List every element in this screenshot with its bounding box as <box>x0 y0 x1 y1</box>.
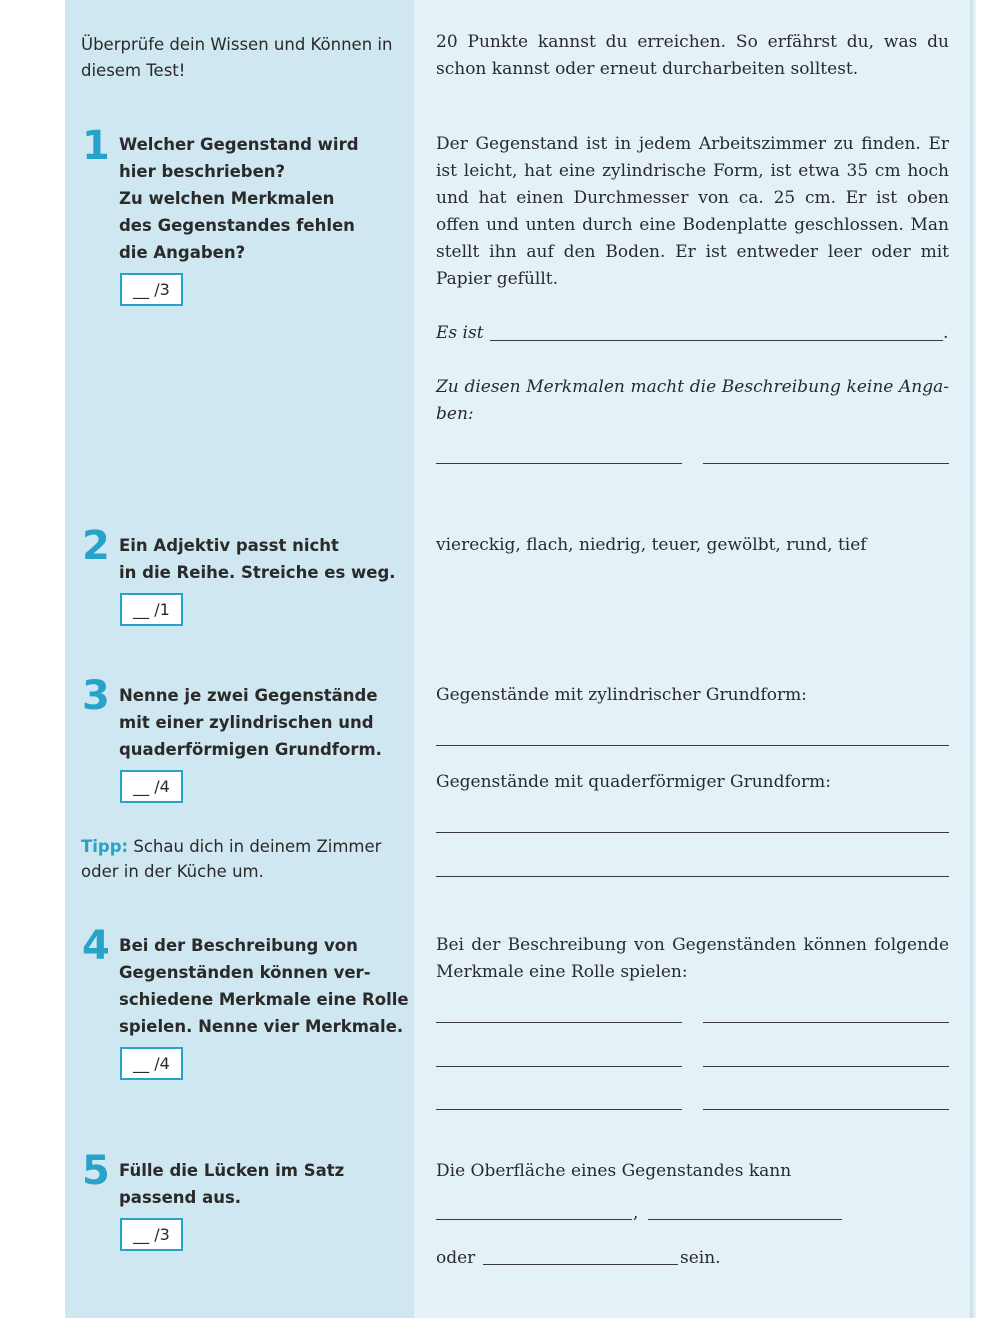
task-5-gap-line[interactable] <box>483 1264 678 1265</box>
task-4-answer-line[interactable] <box>436 1109 682 1110</box>
task-5-gap-line[interactable] <box>436 1219 632 1220</box>
task-3-cylinder-line[interactable] <box>436 745 949 746</box>
task-4-intro: Bei der Beschreibung von Gegenständen können folgende Merkmale eine Rolle spielen: <box>436 935 949 982</box>
task-5-prompt-line: passend aus. <box>119 1188 242 1207</box>
task-4-answer-line[interactable] <box>703 1066 949 1067</box>
task-4-prompt-line: Bei der Beschreibung von <box>119 936 358 955</box>
task-5-sentence-start: Die Oberfläche eines Gegenstandes kann <box>436 1161 792 1181</box>
task-4-number: 4 <box>82 923 110 969</box>
task-5-score-box[interactable]: __ /3 <box>120 1218 183 1251</box>
task-2-number: 2 <box>82 523 110 569</box>
task-5-sein: sein. <box>680 1248 721 1268</box>
task-3-prompt-line: mit einer zylindrischen und <box>119 713 374 732</box>
task-5-prompt-line: Fülle die Lücken im Satz <box>119 1161 345 1180</box>
task-4-answer-line[interactable] <box>436 1022 682 1023</box>
task-3-score-box[interactable]: __ /4 <box>120 770 183 803</box>
task-4-answer-line[interactable] <box>703 1109 949 1110</box>
task-1-features-prompt: Zu diesen Merkmalen macht die Beschreibung keine Anga-ben: <box>436 377 949 424</box>
task-1-prompt <box>119 131 409 266</box>
task-2-prompt <box>119 532 409 586</box>
task-4-prompt <box>119 932 409 1040</box>
task-3-number: 3 <box>82 673 110 719</box>
task-3-prompt <box>119 682 409 763</box>
task-2-word-list[interactable]: viereckig, flach, niedrig, teuer, gewölbt, rund, tief <box>436 535 867 555</box>
task-1-prompt-line: die Angaben? <box>119 243 246 262</box>
task-2-prompt-line: Ein Adjektiv passt nicht <box>119 536 339 555</box>
task-4-prompt-line: schiedene Merkmale eine Rolle <box>119 990 409 1009</box>
task-4-answer-line[interactable] <box>436 1066 682 1067</box>
task-1-answer-prefix: Es ist <box>436 323 484 343</box>
task-5-comma: , <box>633 1203 639 1223</box>
task-5-oder: oder <box>436 1248 476 1268</box>
task-2-prompt-line: in die Reihe. Streiche es weg. <box>119 563 396 582</box>
task-1-feature-line[interactable] <box>436 463 682 464</box>
tip-text <box>81 834 401 884</box>
task-5-gap-line[interactable] <box>648 1219 842 1220</box>
task-4-score-box[interactable]: __ /4 <box>120 1047 183 1080</box>
task-3-cuboid-label: Gegenstände mit quaderförmiger Grundform: <box>436 772 832 792</box>
task-1-prompt-line: Welcher Gegenstand wird <box>119 135 359 154</box>
task-1-score-box[interactable]: __ /3 <box>120 273 183 306</box>
task-3-cuboid-line[interactable] <box>436 876 949 877</box>
task-2-score-box[interactable]: __ /1 <box>120 593 183 626</box>
task-1-answer-line[interactable] <box>490 340 943 341</box>
page-edge <box>970 0 976 1318</box>
task-4-prompt-line: Gegenständen können ver- <box>119 963 371 982</box>
task-1-prompt-line: Zu welchen Merkmalen <box>119 189 335 208</box>
task-1-feature-line[interactable] <box>703 463 949 464</box>
task-3-prompt-line: quaderförmigen Grundform. <box>119 740 382 759</box>
task-3-cuboid-line[interactable] <box>436 832 949 833</box>
task-1-prompt-line: hier beschrieben? <box>119 162 286 181</box>
tip-label: Tipp: <box>81 837 129 856</box>
task-3-cylinder-label: Gegenstände mit zylindrischer Grundform: <box>436 685 807 705</box>
task-5-number: 5 <box>82 1148 110 1194</box>
tip-body: Schau dich in deinem Zimmer oder in der Küche um. <box>81 837 382 881</box>
task-1-answer-suffix: . <box>943 323 949 343</box>
task-4-answer-line[interactable] <box>703 1022 949 1023</box>
intro-right-text: 20 Punkte kannst du erreichen. So erfährst du, was du schon kannst oder erneut durcharbeiten solltest. <box>436 32 949 79</box>
intro-left-text: Überprüfe dein Wissen und Können in diesem Test! <box>81 35 393 80</box>
task-4-prompt-line: spielen. Nenne vier Merkmale. <box>119 1017 404 1036</box>
task-1-prompt-line: des Gegenstandes fehlen <box>119 216 355 235</box>
task-3-prompt-line: Nenne je zwei Gegenstände <box>119 686 378 705</box>
task-1-number: 1 <box>82 123 110 169</box>
task-1-description: Der Gegenstand ist in jedem Arbeitszimmer zu finden. Er ist leicht, hat eine zylindrische Form, ist etwa 35 cm hoch und hat einen Durchmesser von ca. 25 cm. Er ist oben offen und unten durch eine Bodenplatte geschlossen. Man stellt ihn auf den Boden. Er ist entweder leer oder mit Papier gefüllt. <box>436 134 949 289</box>
task-5-prompt <box>119 1157 409 1211</box>
